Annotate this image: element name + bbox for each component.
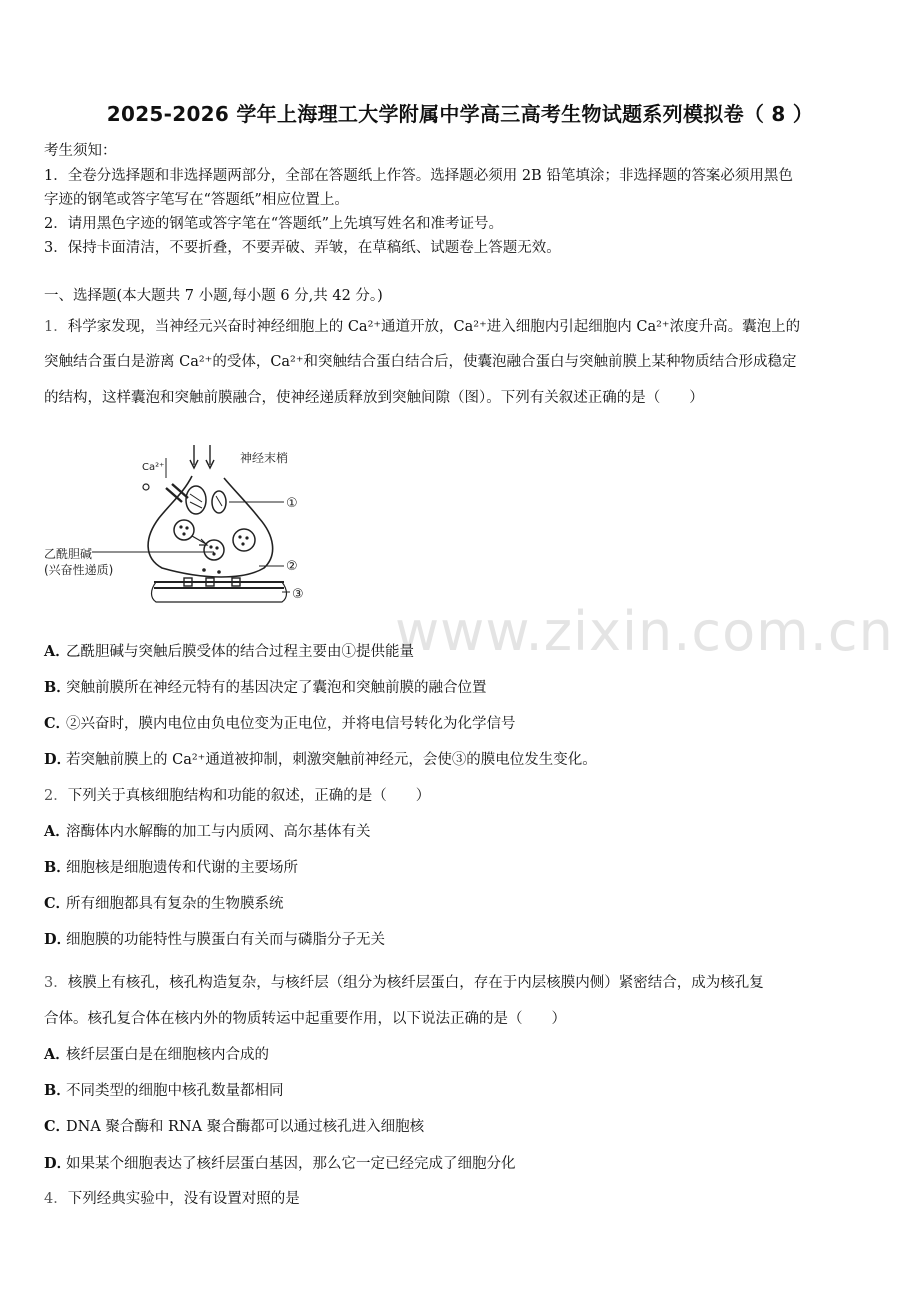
question-number: 1．: [44, 319, 68, 335]
ach-label: 乙酰胆碱: [44, 547, 93, 561]
section-heading: 一、选择题(本大题共 7 小题,每小题 6 分,共 42 分。): [44, 288, 383, 304]
mitochondrion: [212, 491, 226, 513]
vesicle: [233, 529, 255, 551]
q1-option-c: C．②兴奋时，膜内电位由负电位变为正电位，并将电信号转化为化学信号: [44, 715, 516, 732]
vesicle: [174, 520, 194, 540]
q3-option-b: B．不同类型的细胞中核孔数量都相同: [44, 1082, 284, 1099]
ach-sublabel: (兴奋性递质): [44, 563, 114, 577]
synapse-diagram: [44, 440, 314, 610]
question-3-line-2: 合体。核孔复合体在核内外的物质转运中起重要作用，以下说法正确的是（ ）: [44, 1011, 566, 1027]
question-2-stem: 2．下列关于真核细胞结构和功能的叙述，正确的是（ ）: [44, 788, 431, 804]
notice-item-3: 3．保持卡面清洁，不要折叠，不要弄破、弄皱，在草稿纸、试题卷上答题无效。: [44, 240, 561, 256]
marker-2: ②: [286, 559, 298, 574]
notice-item-1a: 1．全卷分选择题和非选择题两部分，全部在答题纸上作答。选择题必须用 2B 铅笔填涂；非选择题的答案必须用黑色: [44, 168, 793, 184]
page-title: 2025-2026 学年上海理工大学附属中学高三高考生物试题系列模拟卷（ 8 ）: [106, 102, 814, 126]
mitochondrion: [186, 486, 206, 514]
q2-option-c: C．所有细胞都具有复杂的生物膜系统: [44, 895, 284, 912]
terminal-label: 神经末梢: [240, 451, 289, 465]
q2-option-a: A．溶酶体内水解酶的加工与内质网、高尔基体有关: [44, 823, 371, 840]
watermark: www.zixin.com.cn: [395, 600, 894, 663]
q3-option-a: A．核纤层蛋白是在细胞核内合成的: [44, 1046, 269, 1063]
nerve-terminal-outline: [148, 476, 273, 577]
notice-heading: 考生须知：: [44, 143, 117, 159]
marker-3: ③: [292, 587, 304, 602]
question-3-line-1: 3．核膜上有核孔，核孔构造复杂，与核纤层（组分为核纤层蛋白，存在于内层核膜内侧）紧密结合，成为核孔复: [44, 975, 764, 991]
question-1-line-3: 的结构，这样囊泡和突触前膜融合，使神经递质释放到突触间隙（图）。下列有关叙述正确的是（ ）: [44, 390, 704, 406]
question-4-stem: 4．下列经典实验中，没有设置对照的是: [44, 1191, 300, 1207]
q1-option-b: B．突触前膜所在神经元特有的基因决定了囊泡和突触前膜的融合位置: [44, 679, 487, 696]
q3-option-c: C．DNA 聚合酶和 RNA 聚合酶都可以通过核孔进入细胞核: [44, 1118, 425, 1135]
marker-1: ①: [286, 496, 298, 511]
q2-option-d: D．细胞膜的功能特性与膜蛋白有关而与磷脂分子无关: [44, 931, 385, 948]
ca-ion: [143, 484, 149, 490]
question-1-line-1: 1．科学家发现，当神经元兴奋时神经细胞上的 Ca²⁺通道开放，Ca²⁺进入细胞内引起细胞内 Ca²⁺浓度升高。囊泡上的: [44, 319, 801, 335]
notice-item-2: 2．请用黑色字迹的钢笔或答字笔在“答题纸”上先填写姓名和准考证号。: [44, 216, 504, 232]
q3-option-d: D．如果某个细胞表达了核纤层蛋白基因，那么它一定已经完成了细胞分化: [44, 1155, 516, 1172]
q1-option-d: D．若突触前膜上的 Ca²⁺通道被抑制，刺激突触前神经元，会使③的膜电位发生变化。: [44, 751, 597, 768]
notice-item-1b: 字迹的钢笔或答字笔写在“答题纸”相应位置上。: [44, 192, 349, 208]
ca-label: Ca²⁺: [142, 462, 165, 473]
question-1-line-2: 突触结合蛋白是游离 Ca²⁺的受体，Ca²⁺和突触结合蛋白结合后，使囊泡融合蛋白与突触前膜上某种物质结合形成稳定: [44, 354, 797, 370]
q1-option-a: A．乙酰胆碱与突触后膜受体的结合过程主要由①提供能量: [44, 643, 414, 660]
q2-option-b: B．细胞核是细胞遗传和代谢的主要场所: [44, 859, 298, 876]
